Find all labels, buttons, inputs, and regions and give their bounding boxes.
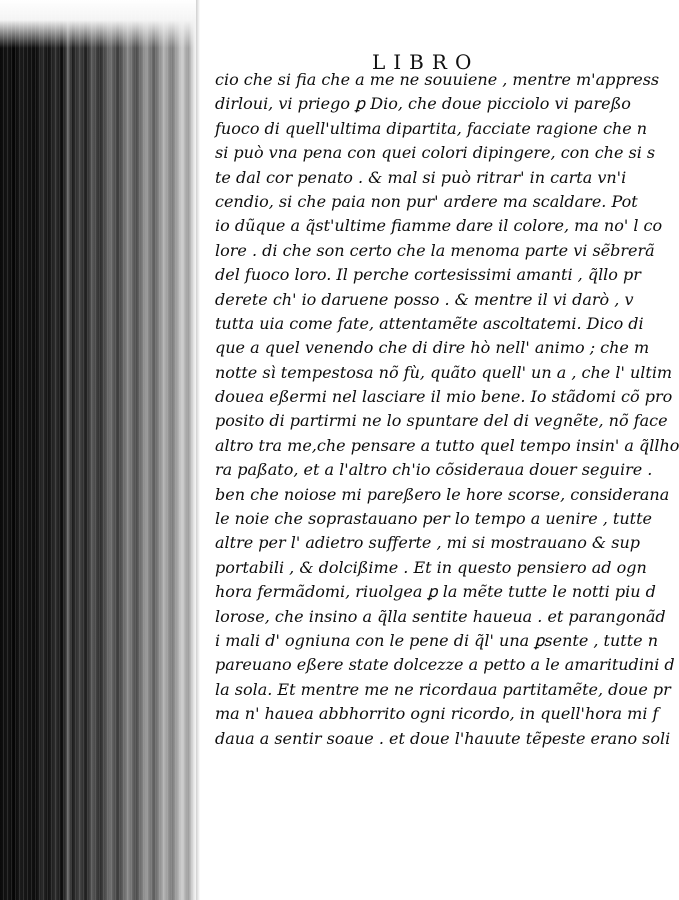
text-line: ben che noiose mi pareßero le hore scorse, considerana [215, 484, 670, 504]
text-line: que a quel venendo che di dire hò nell' animo ; che m [215, 338, 650, 358]
text-line: posito di partirmi ne lo spuntare del di vegnẽte, nõ face [215, 411, 668, 431]
text-line: ra paßato, et a l'altro ch'io cõsideraua douer seguire . [215, 460, 653, 480]
text-line: altre per l' adietro sufferte , mi si mostrauano & sup [215, 533, 640, 553]
text-line: cio che si fia che a me ne souuiene , mentre m'appress [215, 70, 660, 89]
text-line: cendio, si che paia non pur' ardere ma scaldare. Pot [215, 191, 638, 211]
text-line: le noie che soprastauano per lo tempo a uenire , tutte [215, 509, 652, 529]
text-line: la sola. Et mentre me ne ricordaua partitamẽte, doue pr [215, 679, 671, 699]
text-line: del fuoco loro. Il perche cortesissimi amanti , q̃llo pr [215, 265, 641, 285]
text-line: portabili , & dolcißime . Et in questo pensiero ad ogn [215, 557, 647, 577]
text-line: daua a sentir soaue . et doue l'hauute tẽpeste erano soli [215, 728, 671, 748]
text-line: i mali d' ogniuna con le pene di q̃l' una ꝑsente , tutte n [215, 630, 658, 650]
text-line: ma n' haueа abbhorrito ogni ricordo, in quell'hora mi f [215, 704, 659, 724]
text-line: dirloui, vi priego ꝑ Dio, che doue picciolo vi pareßo [215, 94, 631, 114]
body-text [215, 68, 679, 751]
text-line: lorose, che insino a q̃lla sentite haueua . et parangonãd [215, 606, 666, 626]
text-line: pareuano eßere state dolcezze a petto a le amaritudini d [215, 655, 675, 675]
text-line: doueа eßermi nel lasciare il mio bene. Io stãdomi cõ pro [215, 387, 673, 407]
text-line: tutta uia come fate, attentamẽte ascoltatemi. Dico di [215, 313, 644, 333]
text-line: derete ch' io daruene posso . & mentre il vi darò , v [215, 289, 634, 309]
book-gutter-shadow [0, 0, 198, 900]
text-line: io dũque a q̃st'ultime fiamme dare il colore, ma no' l co [215, 216, 663, 236]
running-header: LIBRO [372, 50, 480, 74]
text-line: lore . di che son certo che la menoma parte vi sẽbrerã [215, 240, 655, 260]
text-line: altro tra me,che pensare a tutto quel tempo insin' a q̃llho [215, 435, 679, 455]
text-line: notte sì tempestosa nõ fù, quãto quell' un a , che l' ultim [215, 362, 673, 382]
text-line: te dal cor penato . & mal si può ritrar' in carta vn'i [215, 167, 627, 187]
text-line: hora fermãdomi, riuolgea ꝑ la mẽte tutte le notti piu d [215, 582, 656, 602]
text-line: si può vna pena con quei colori dipingere, con che si s [215, 143, 656, 163]
page-edge [196, 0, 200, 900]
text-line: fuoco di quell'ultima dipartita, facciate ragione che n [215, 118, 648, 138]
